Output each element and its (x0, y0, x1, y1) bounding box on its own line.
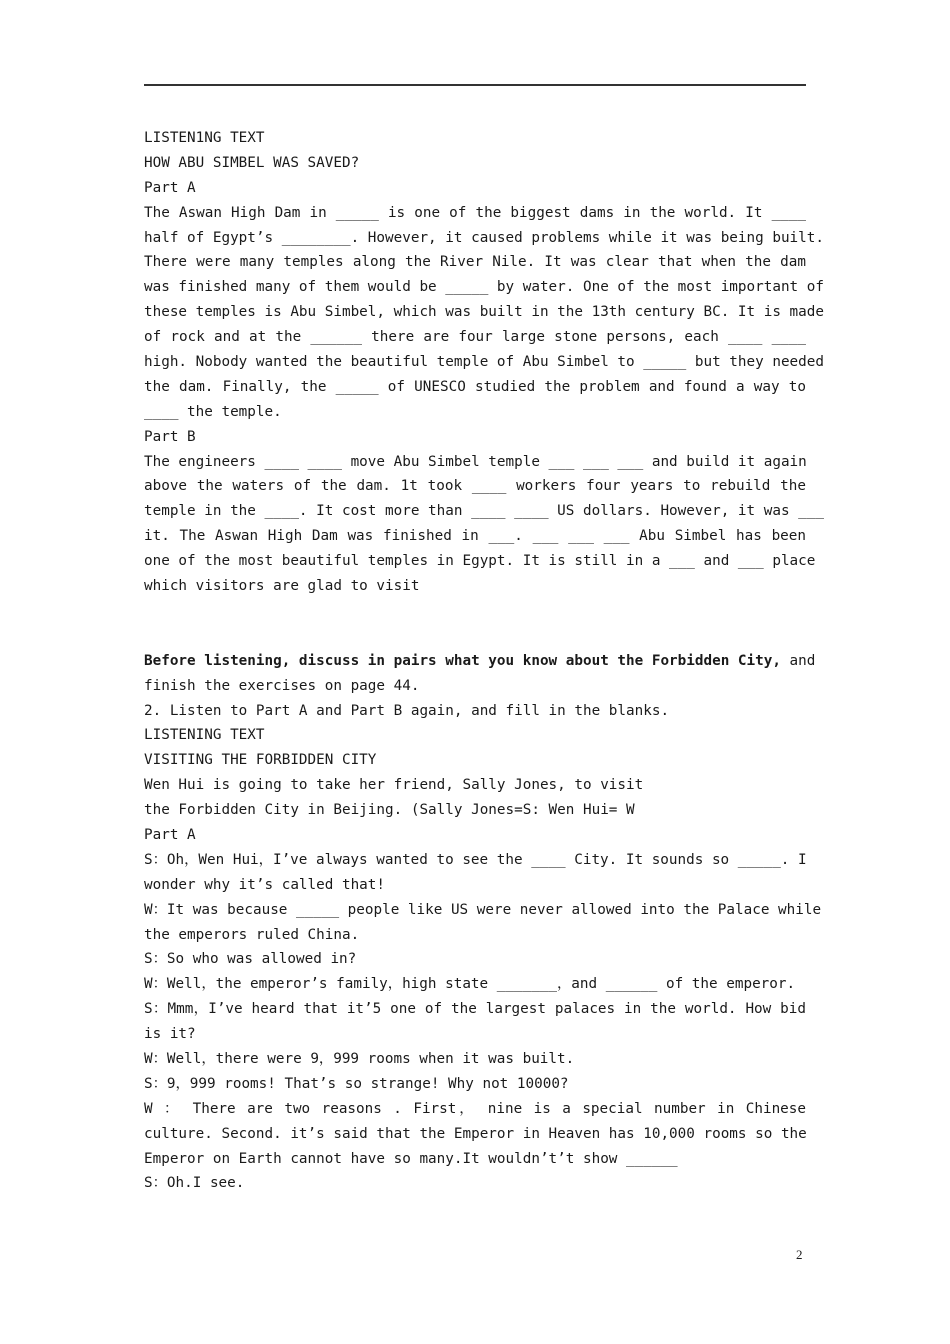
scene-line-1: Wen Hui is going to take her friend, Sally Jones, to visit (144, 777, 644, 794)
section1-part-a-label: Part A (144, 179, 196, 196)
text-line: above the waters of the dam. 1t took ____ workers four years to rebuild the (144, 478, 806, 495)
text-line: The Aswan High Dam in _____ is one of the biggest dams in the world. It ____ (144, 204, 806, 221)
page-content (144, 126, 824, 1196)
section2-instruction: 2. Listen to Part A and Part B again, and fill in the blanks. (144, 702, 670, 719)
page-number: 2 (796, 1247, 803, 1262)
dialogue-line: is it? (144, 1026, 196, 1043)
section2-intro-line2: finish the exercises on page 44. (144, 677, 420, 694)
dialogue-line: S：9，999 rooms! That’s so strange! Why not 10000? (144, 1075, 569, 1092)
dialogue-line: W：Well，there were 9，999 rooms when it was built. (144, 1050, 575, 1067)
text-line: The engineers ____ ____ move Abu Simbel temple ___ ___ ___ and build it again (144, 453, 807, 470)
text-line: half of Egypt’s ________. However, it caused problems while it was being built. (144, 229, 824, 246)
text-line: high. Nobody wanted the beautiful temple of Abu Simbel to _____ but they needed (144, 354, 824, 371)
section1-title: HOW ABU SIMBEL WAS SAVED? (144, 154, 360, 171)
text-line: ____ the temple. (144, 403, 282, 420)
intro-bold-text: Before listening, discuss in pairs what you know about the Forbidden City, (144, 652, 781, 669)
intro-rest-text: and (780, 652, 816, 669)
section-spacer (144, 599, 806, 649)
dialogue-line: W：It was because _____ people like US were never allowed into the Palace while (144, 901, 822, 918)
section2-part-a-label: Part A (144, 826, 196, 843)
section1-part-b-label: Part B (144, 428, 196, 445)
dialogue-line: culture. Second. it’s said that the Emperor in Heaven has 10,000 rooms so the (144, 1125, 807, 1142)
section1-part-b-text (144, 450, 824, 599)
text-line: There were many temples along the River Nile. It was clear that when the dam (144, 254, 806, 271)
dialogue-line: S：So who was allowed in? (144, 951, 357, 968)
section2-intro (144, 649, 816, 674)
text-line: temple in the ____. It cost more than ____ ____ US dollars. However, it was ___ (144, 503, 824, 520)
text-line: of rock and at the ______ there are four large stone persons, each ____ ____ (144, 329, 806, 346)
section2-title: VISITING THE FORBIDDEN CITY (144, 752, 377, 769)
text-line: these temples is Abu Simbel, which was built in the 13th century BC. It is made (144, 304, 824, 321)
scene-line-2: the Forbidden City in Beijing. (Sally Jones=S: Wen Hui= W (144, 802, 635, 819)
dialogue-line: W ： There are two reasons . First， nine is a special number in Chinese (144, 1100, 806, 1117)
dialogue-line: S：Mmm，I’ve heard that it’5 one of the largest palaces in the world. How bid (144, 1001, 806, 1018)
dialogue-line: the emperors ruled China. (144, 926, 360, 943)
section1-heading: LISTEN1NG TEXT (144, 130, 265, 146)
text-line: one of the most beautiful temples in Egypt. It is still in a ___ and ___ place (144, 553, 816, 570)
dialogue-line: wonder why it’s called that! (144, 876, 386, 893)
text-line: it. The Aswan High Dam was finished in ___. ___ ___ ___ Abu Simbel has been (144, 528, 806, 545)
section2-heading: LISTENING TEXT (144, 727, 265, 744)
header-rule (144, 84, 806, 86)
text-line: the dam. Finally, the _____ of UNESCO studied the problem and found a way to (144, 378, 806, 395)
dialogue-line: S：Oh，Wen Hui，I’ve always wanted to see the ____ City. It sounds so _____. I (144, 851, 807, 868)
dialogue-line: W：Well，the emperor’s family，high state _______，and ______ of the emperor. (144, 976, 796, 993)
text-line: which visitors are glad to visit (144, 578, 420, 595)
section1-part-a-text (144, 201, 824, 425)
dialogue-line: S：Oh.I see. (144, 1175, 245, 1192)
dialogue-line: Emperor on Earth cannot have so many.It wouldn’t’t show ______ (144, 1150, 678, 1167)
dialogue (144, 848, 822, 1196)
text-line: was finished many of them would be _____ by water. One of the most important of (144, 279, 824, 296)
